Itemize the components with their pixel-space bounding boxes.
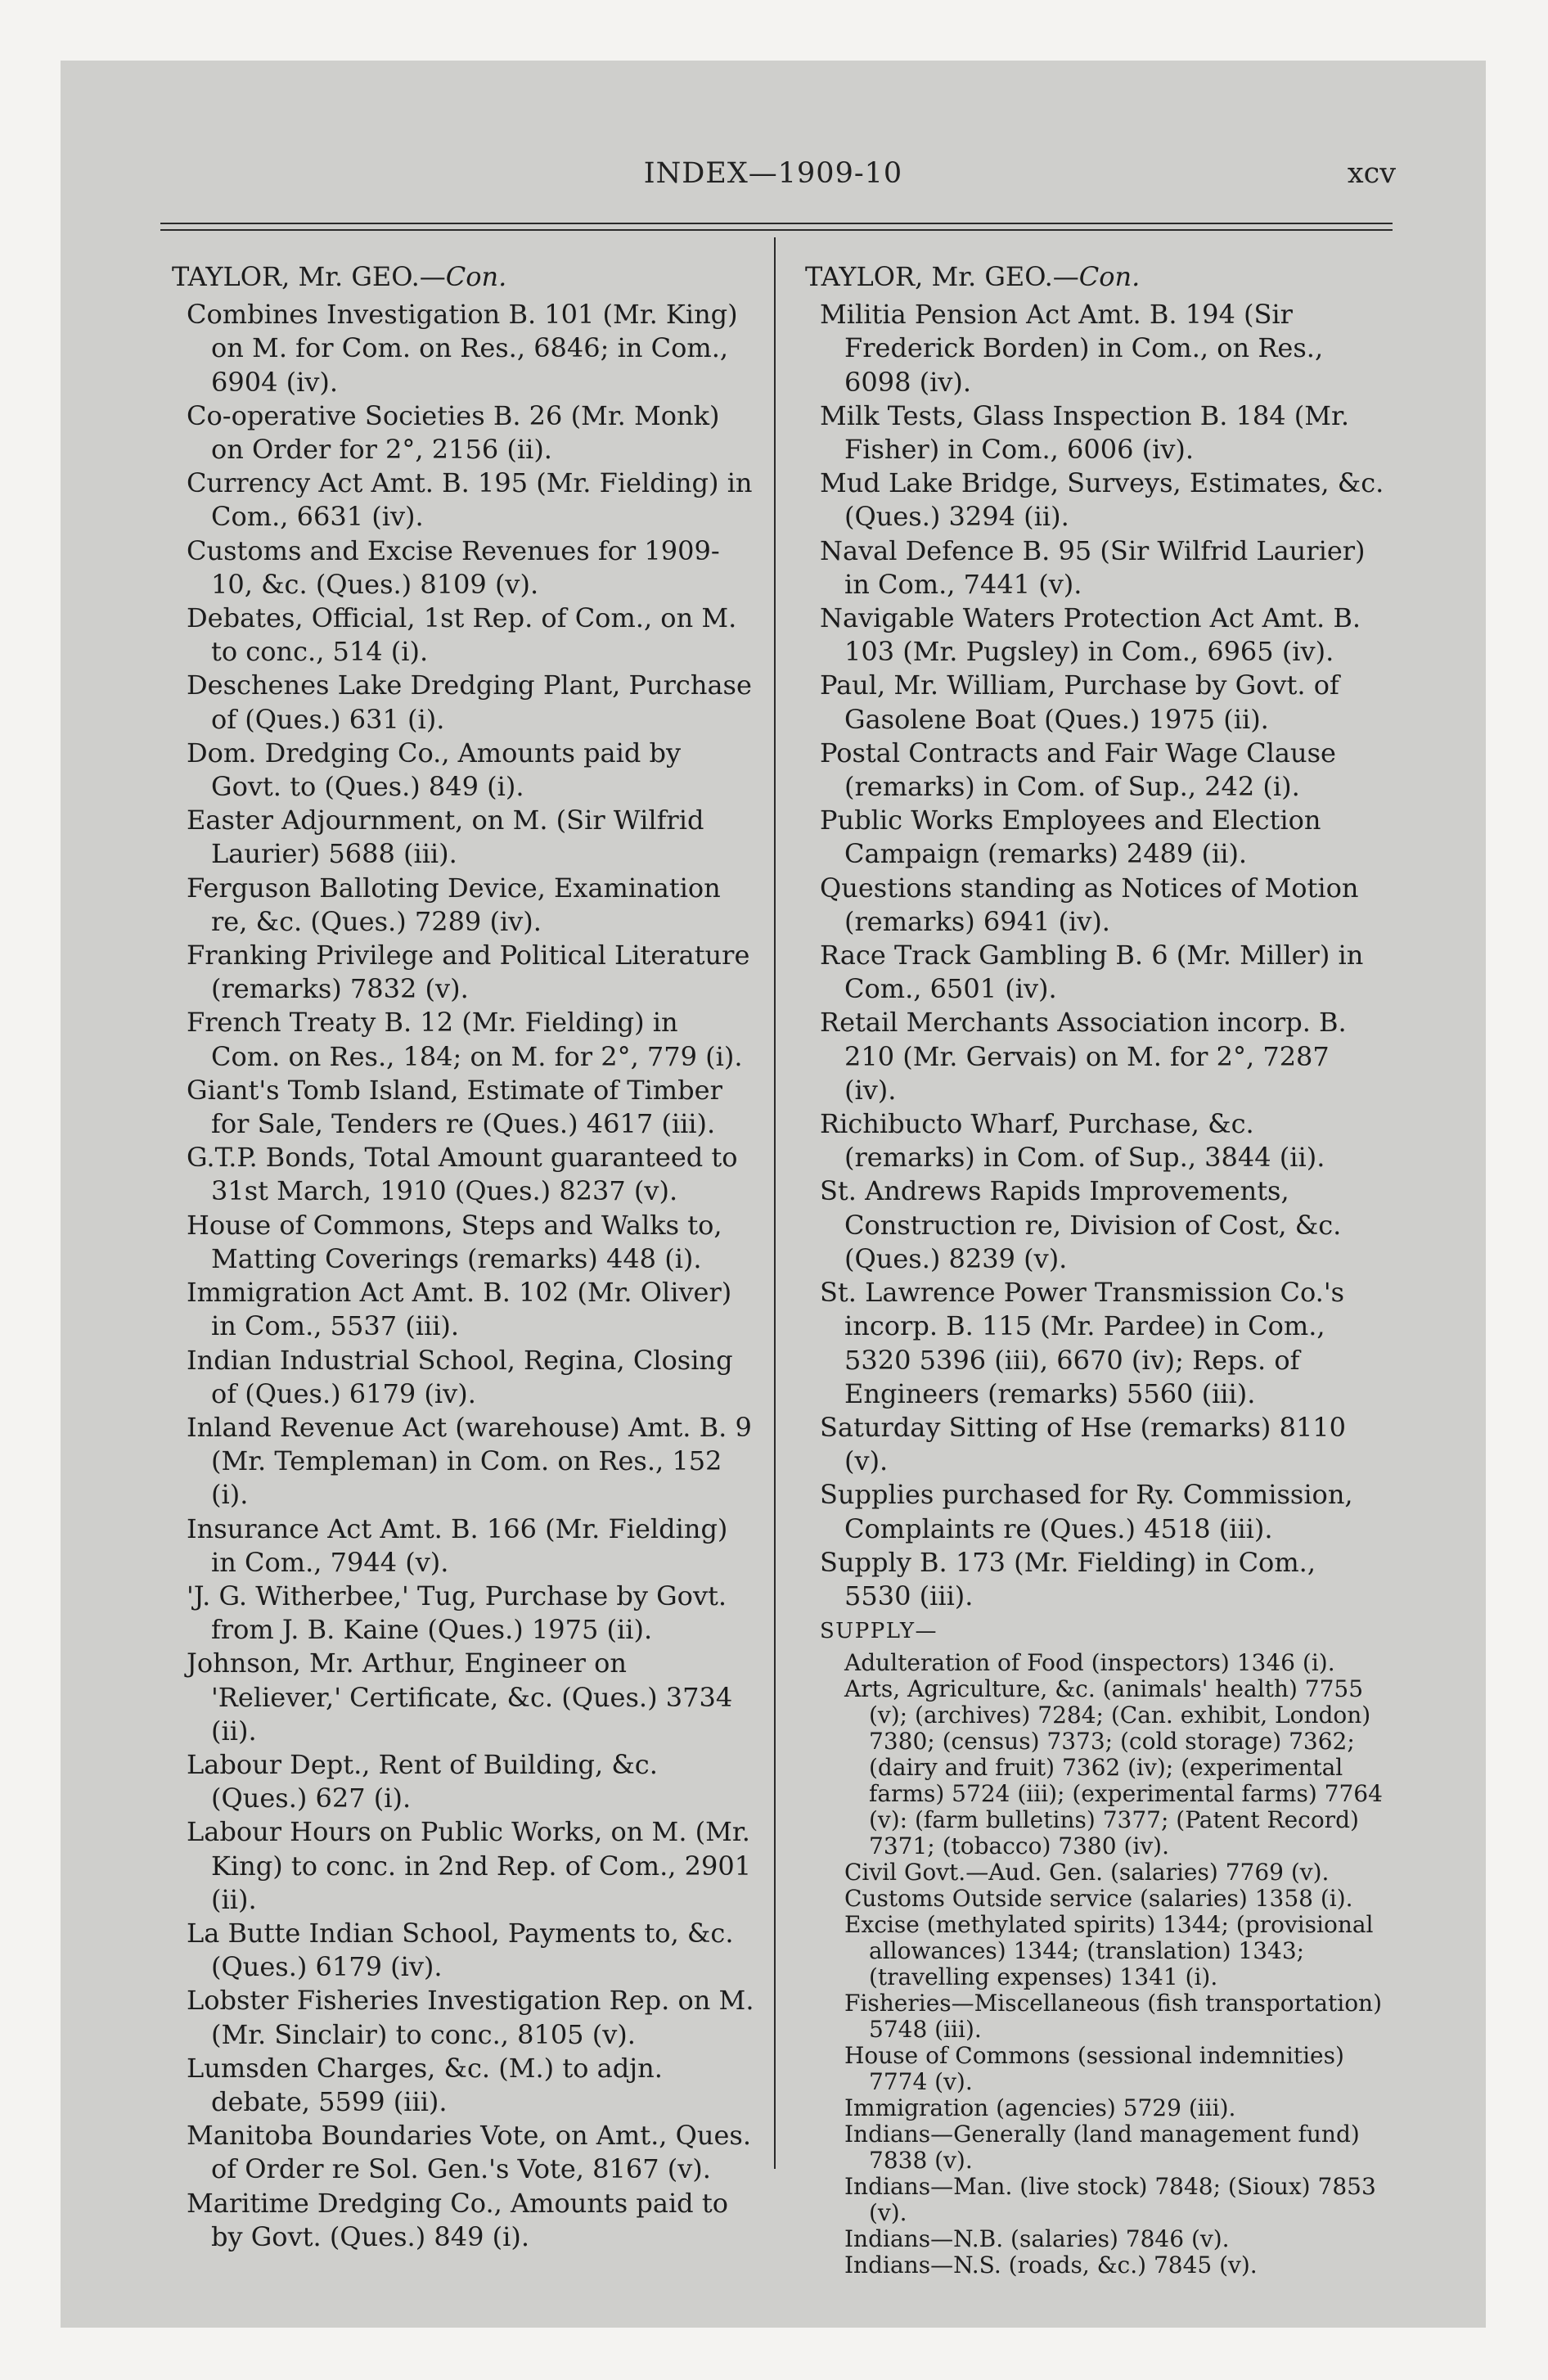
index-entry: G.T.P. Bonds, Total Amount guaranteed to 31st March, 1910 (Ques.) 8237 (v). xyxy=(187,1142,738,1207)
supply-item: Immigration (agencies) 5729 (iii). xyxy=(844,2094,1236,2122)
supply-item: Indians—N.S. (roads, &c.) 7845 (v). xyxy=(844,2252,1258,2279)
left-column xyxy=(172,260,754,2254)
index-entry: Lumsden Charges, &c. (M.) to adjn. debate, 5599 (iii). xyxy=(187,2052,663,2117)
index-entry: Saturday Sitting of Hse (remarks) 8110 (v). xyxy=(820,1411,1347,1477)
left-heading xyxy=(172,260,754,294)
index-entry: Co-operative Societies B. 26 (Mr. Monk) on Order for 2°, 2156 (ii). xyxy=(187,399,720,466)
index-entry: Franking Privilege and Political Literature (remarks) 7832 (v). xyxy=(187,940,750,1005)
supply-items xyxy=(805,1650,1388,2279)
left-entries xyxy=(172,298,754,2254)
index-entry: Debates, Official, 1st Rep. of Com., on M. to conc., 514 (i). xyxy=(187,602,737,668)
index-entry: Public Works Employees and Election Campaign (remarks) 2489 (ii). xyxy=(820,805,1321,870)
index-entry: Easter Adjournment, on M. (Sir Wilfrid Laurier) 5688 (iii). xyxy=(187,805,704,870)
column-divider xyxy=(774,237,776,2169)
index-entry: Richibucto Wharf, Purchase, &c. (remarks) in Com. of Sup., 3844 (ii). xyxy=(820,1108,1325,1174)
index-entry: Retail Merchants Association incorp. B. 210 (Mr. Gervais) on M. for 2°, 7287 (iv). xyxy=(820,1007,1347,1106)
index-entry: Manitoba Boundaries Vote, on Amt., Ques. of Order re Sol. Gen.'s Vote, 8167 (v). xyxy=(187,2120,751,2185)
index-entry: Currency Act Amt. B. 195 (Mr. Fielding) in Com., 6631 (iv). xyxy=(187,467,753,533)
supply-item: Excise (methylated spirits) 1344; (provisional allowances) 1344; (translation) 1343; (travelling expenses) 1341 (i). xyxy=(844,1911,1374,1991)
index-entry: Labour Hours on Public Works, on M. (Mr. King) to conc. in 2nd Rep. of Com., 2901 (ii). xyxy=(187,1816,752,1915)
index-entry: House of Commons, Steps and Walks to, Matting Coverings (remarks) 448 (i). xyxy=(187,1209,722,1274)
left-heading-name: TAYLOR, Mr. GEO.— xyxy=(172,261,446,292)
supply-item: Indians—N.B. (salaries) 7846 (v). xyxy=(844,2225,1230,2253)
supply-item: Adulteration of Food (inspectors) 1346 (i). xyxy=(844,1649,1335,1677)
supply-item: House of Commons (sessional indemnities) 7774 (v). xyxy=(844,2042,1344,2096)
index-entry: Mud Lake Bridge, Surveys, Estimates, &c. (Ques.) 3294 (ii). xyxy=(820,467,1384,533)
right-heading xyxy=(805,260,1388,294)
supply-item: Civil Govt.—Aud. Gen. (salaries) 7769 (v). xyxy=(844,1859,1330,1886)
index-entry: Immigration Act Amt. B. 102 (Mr. Oliver) in Com., 5537 (iii). xyxy=(187,1277,732,1342)
index-page xyxy=(61,61,1486,2328)
index-entry: Naval Defence B. 95 (Sir Wilfrid Laurier) in Com., 7441 (v). xyxy=(820,534,1366,600)
index-entry: French Treaty B. 12 (Mr. Fielding) in Com. on Res., 184; on M. for 2°, 779 (i). xyxy=(187,1007,743,1072)
index-entry: Race Track Gambling B. 6 (Mr. Miller) in Com., 6501 (iv). xyxy=(820,940,1364,1005)
supply-item: Arts, Agriculture, &c. (animals' health) 7755 (v); (archives) 7284; (Can. exhibit, London) 7380; (census) 7373; (cold storage) 7362; (dairy and fruit) 7362 (iv); (experimental farms) 5724 (iii); (experimental farms) 7764 (v): (farm bulletins) 7377; (Patent Record) 7371; (tobacco) 7380 (iv). xyxy=(844,1675,1383,1860)
header-rule-top xyxy=(160,223,1393,224)
index-entry: Paul, Mr. William, Purchase by Govt. of Gasolene Boat (Ques.) 1975 (ii). xyxy=(820,669,1339,735)
index-entry: Milk Tests, Glass Inspection B. 184 (Mr. Fisher) in Com., 6006 (iv). xyxy=(820,399,1349,466)
index-entry: Lobster Fisheries Investigation Rep. on M. (Mr. Sinclair) to conc., 8105 (v). xyxy=(187,1985,754,2050)
supply-item: Customs Outside service (salaries) 1358 (i). xyxy=(844,1885,1353,1913)
index-entry: Maritime Dredging Co., Amounts paid to by Govt. (Ques.) 849 (i). xyxy=(187,2187,728,2252)
right-entries xyxy=(805,298,1388,1613)
index-entry: Labour Dept., Rent of Building, &c. (Ques.) 627 (i). xyxy=(187,1748,658,1814)
index-entry: Deschenes Lake Dredging Plant, Purchase of (Ques.) 631 (i). xyxy=(187,669,752,735)
index-entry: Postal Contracts and Fair Wage Clause (remarks) in Com. of Sup., 242 (i). xyxy=(820,737,1336,803)
supply-item: Indians—Generally (land management fund) 7838 (v). xyxy=(844,2121,1360,2175)
index-entry: Ferguson Balloting Device, Examination re, &c. (Ques.) 7289 (iv). xyxy=(187,872,721,937)
index-entry: Customs and Excise Revenues for 1909-10, &c. (Ques.) 8109 (v). xyxy=(187,534,720,600)
right-column xyxy=(805,260,1388,2279)
index-entry: Johnson, Mr. Arthur, Engineer on 'Reliever,' Certificate, &c. (Ques.) 3734 (ii). xyxy=(187,1648,733,1747)
index-entry: Inland Revenue Act (warehouse) Amt. B. 9 (Mr. Templeman) in Com. on Res., 152 (i). xyxy=(187,1411,752,1511)
page-title: INDEX—1909-10 xyxy=(643,157,903,190)
right-heading-con: Con. xyxy=(1078,261,1141,292)
index-entry: Navigable Waters Protection Act Amt. B. 103 (Mr. Pugsley) in Com., 6965 (iv). xyxy=(820,602,1361,668)
index-entry: Dom. Dredging Co., Amounts paid by Govt. to (Ques.) 849 (i). xyxy=(187,737,682,803)
supply-item: Fisheries—Miscellaneous (fish transportation) 5748 (iii). xyxy=(844,1990,1383,2044)
supply-heading: SUPPLY— xyxy=(820,1619,938,1644)
index-entry: Militia Pension Act Amt. B. 194 (Sir Frederick Borden) in Com., on Res., 6098 (iv). xyxy=(820,299,1324,398)
index-entry: Questions standing as Notices of Motion (remarks) 6941 (iv). xyxy=(820,872,1359,937)
index-entry: 'J. G. Witherbee,' Tug, Purchase by Govt. from J. B. Kaine (Ques.) 1975 (ii). xyxy=(187,1580,727,1646)
index-entry: St. Andrews Rapids Improvements, Construction re, Division of Cost, &c. (Ques.) 8239 (v). xyxy=(820,1175,1342,1274)
index-entry: Insurance Act Amt. B. 166 (Mr. Fielding) in Com., 7944 (v). xyxy=(187,1512,728,1578)
left-heading-con: Con. xyxy=(445,261,507,292)
index-entry: Indian Industrial School, Regina, Closing of (Ques.) 6179 (iv). xyxy=(187,1344,733,1409)
index-entry: Combines Investigation B. 101 (Mr. King) on M. for Com. on Res., 6846; in Com., 6904 (iv). xyxy=(187,299,738,398)
index-entry: La Butte Indian School, Payments to, &c. (Ques.) 6179 (iv). xyxy=(187,1917,734,1983)
index-entry: Supplies purchased for Ry. Commission, Complaints re (Ques.) 4518 (iii). xyxy=(820,1479,1353,1544)
supply-item: Indians—Man. (live stock) 7848; (Sioux) 7853 (v). xyxy=(844,2173,1376,2227)
index-entry: St. Lawrence Power Transmission Co.'s incorp. B. 115 (Mr. Pardee) in Com., 5320 5396 (iii), 6670 (iv); Reps. of Engineers (remarks) 5560 (iii). xyxy=(820,1277,1345,1409)
index-entry: Supply B. 173 (Mr. Fielding) in Com., 5530 (iii). xyxy=(820,1546,1316,1611)
page-number: xcv xyxy=(1347,157,1396,190)
header-rule-bottom xyxy=(160,229,1393,231)
index-entry: Giant's Tomb Island, Estimate of Timber for Sale, Tenders re (Ques.) 4617 (iii). xyxy=(187,1074,722,1140)
right-heading-name: TAYLOR, Mr. GEO.— xyxy=(805,261,1079,292)
